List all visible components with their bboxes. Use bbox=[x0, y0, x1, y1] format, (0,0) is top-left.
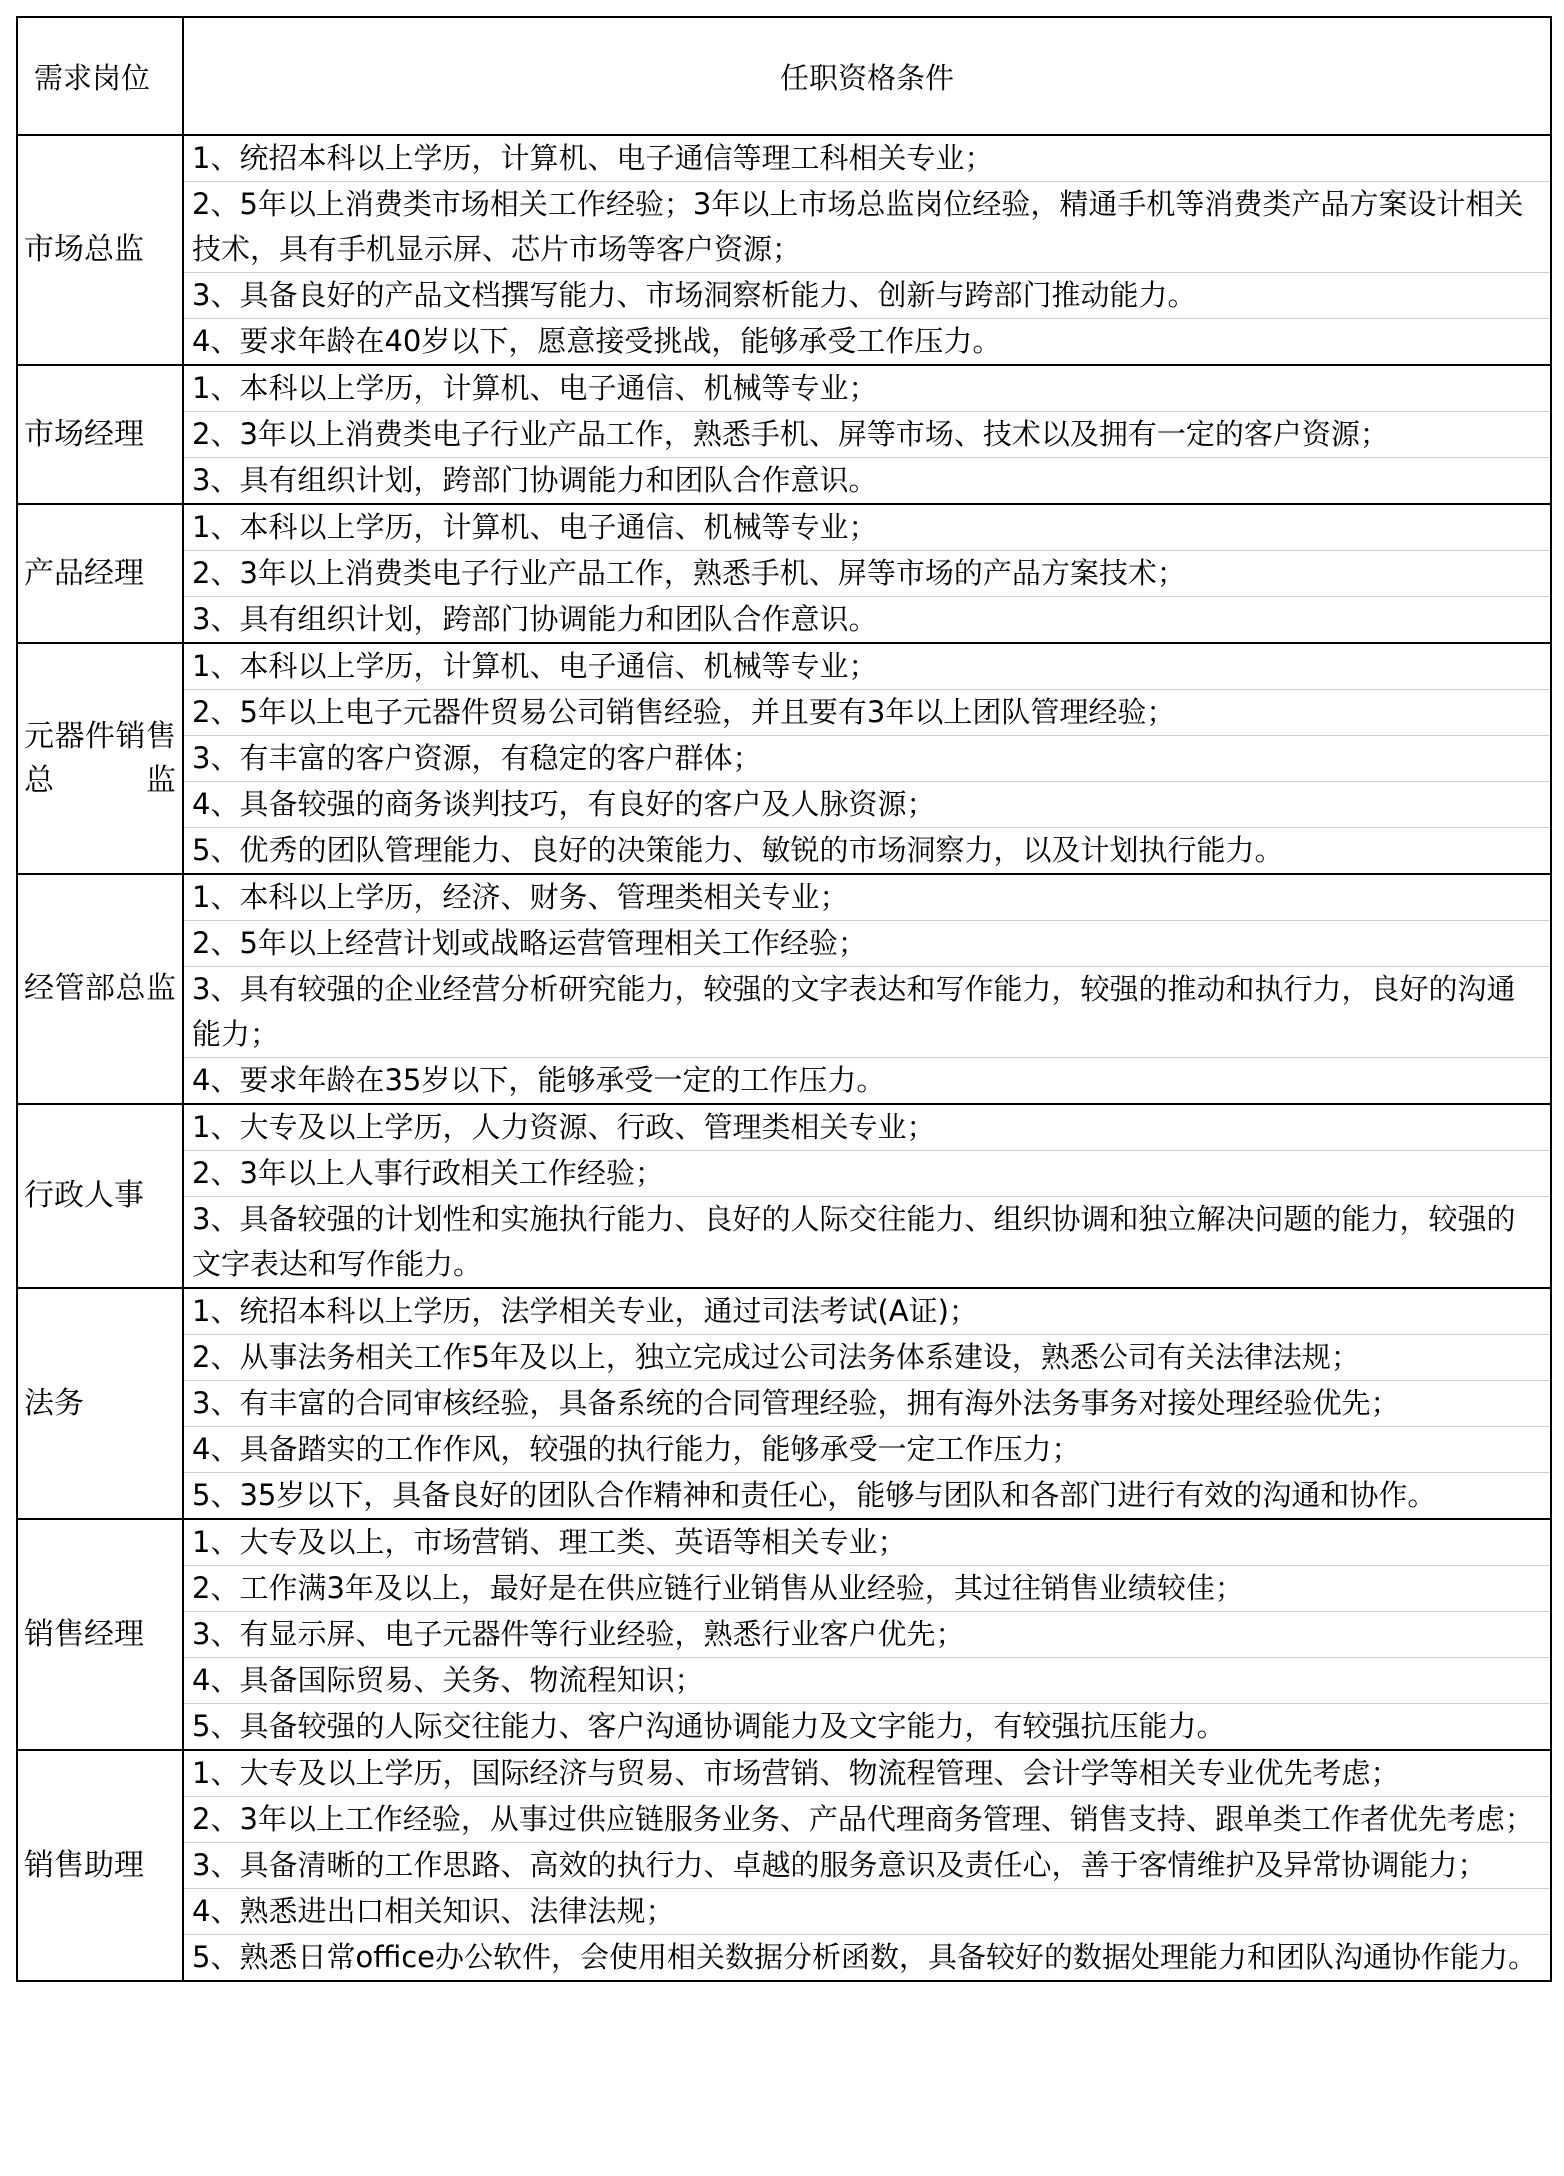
requirement-line: 4、要求年龄在40岁以下，愿意接受挑战，能够承受工作压力。 bbox=[192, 324, 1002, 358]
requirement-line: 3、具有较强的企业经营分析研究能力，较强的文字表达和写作能力，较强的推动和执行力，良好的沟通能力； bbox=[184, 967, 1550, 1058]
requirement-line: 3、具有组织计划，跨部门协调能力和团队合作意识。 bbox=[192, 463, 878, 497]
requirement-line: 3、有显示屏、电子元器件等行业经验，熟悉行业客户优先； bbox=[184, 1612, 1550, 1658]
position-cell: 法务 bbox=[17, 1288, 183, 1519]
requirement-line: 2、5年以上电子元器件贸易公司销售经验，并且要有3年以上团队管理经验； bbox=[184, 690, 1550, 736]
requirement-line: 2、3年以上人事行政相关工作经验； bbox=[184, 1151, 1550, 1197]
table-row bbox=[17, 135, 1551, 365]
table-row bbox=[17, 1750, 1551, 1981]
position-cell: 销售助理 bbox=[17, 1750, 183, 1981]
requirement-line: 2、5年以上消费类市场相关工作经验；3年以上市场总监岗位经验，精通手机等消费类产品方案设计相关技术，具有手机显示屏、芯片市场等客户资源； bbox=[184, 182, 1550, 273]
table-row bbox=[17, 1104, 1551, 1288]
requirement-line: 4、熟悉进出口相关知识、法律法规； bbox=[184, 1889, 1550, 1935]
requirements-cell bbox=[183, 874, 1551, 1104]
requirement-line: 1、大专及以上学历，人力资源、行政、管理类相关专业； bbox=[184, 1105, 1550, 1151]
requirement-line: 2、3年以上消费类电子行业产品工作，熟悉手机、屏等市场的产品方案技术； bbox=[184, 551, 1550, 597]
requirement-line: 2、5年以上经营计划或战略运营管理相关工作经验； bbox=[184, 921, 1550, 967]
requirement-line: 1、大专及以上学历，国际经济与贸易、市场营销、物流程管理、会计学等相关专业优先考虑； bbox=[184, 1751, 1550, 1797]
requirement-line: 5、35岁以下，具备良好的团队合作精神和责任心，能够与团队和各部门进行有效的沟通和协作。 bbox=[192, 1478, 1437, 1512]
requirements-cell bbox=[183, 643, 1551, 874]
position-cell: 产品经理 bbox=[17, 504, 183, 643]
table-row bbox=[17, 504, 1551, 643]
requirement-line: 3、具备较强的计划性和实施执行能力、良好的人际交往能力、组织协调和独立解决问题的能力，较强的文字表达和写作能力。 bbox=[192, 1202, 1516, 1281]
requirement-line: 4、具备踏实的工作作风，较强的执行能力，能够承受一定工作压力； bbox=[184, 1427, 1550, 1473]
position-cell: 元器件销售总监 bbox=[17, 643, 183, 874]
requirement-line: 2、3年以上工作经验，从事过供应链服务业务、产品代理商务管理、销售支持、跟单类工作者优先考虑； bbox=[184, 1797, 1550, 1843]
requirements-cell bbox=[183, 1104, 1551, 1288]
requirements-cell bbox=[183, 135, 1551, 365]
requirement-line: 5、优秀的团队管理能力、良好的决策能力、敏锐的市场洞察力，以及计划执行能力。 bbox=[192, 833, 1284, 867]
requirement-line: 4、要求年龄在35岁以下，能够承受一定的工作压力。 bbox=[192, 1063, 886, 1097]
requirement-line: 1、本科以上学历，计算机、电子通信、机械等专业； bbox=[184, 366, 1550, 412]
requirement-line: 3、有丰富的合同审核经验，具备系统的合同管理经验，拥有海外法务事务对接处理经验优先； bbox=[184, 1381, 1550, 1427]
requirements-cell bbox=[183, 1750, 1551, 1981]
table-row bbox=[17, 365, 1551, 504]
requirement-line: 3、具备清晰的工作思路、高效的执行力、卓越的服务意识及责任心，善于客情维护及异常协调能力； bbox=[184, 1843, 1550, 1889]
header-requirements: 任职资格条件 bbox=[183, 17, 1551, 135]
requirement-line: 3、具有组织计划，跨部门协调能力和团队合作意识。 bbox=[192, 602, 878, 636]
requirement-line: 4、具备国际贸易、关务、物流程知识； bbox=[184, 1658, 1550, 1704]
requirement-line: 5、熟悉日常office办公软件，会使用相关数据分析函数，具备较好的数据处理能力和团队沟通协作能力。 bbox=[192, 1940, 1538, 1974]
requirement-line: 1、统招本科以上学历，计算机、电子通信等理工科相关专业； bbox=[184, 136, 1550, 182]
requirement-line: 2、工作满3年及以上，最好是在供应链行业销售从业经验，其过往销售业绩较佳； bbox=[184, 1566, 1550, 1612]
requirement-line: 1、本科以上学历，计算机、电子通信、机械等专业； bbox=[184, 644, 1550, 690]
requirement-line: 3、有丰富的客户资源，有稳定的客户群体； bbox=[184, 736, 1550, 782]
table-row bbox=[17, 874, 1551, 1104]
position-cell: 销售经理 bbox=[17, 1519, 183, 1750]
requirement-line: 1、本科以上学历，经济、财务、管理类相关专业； bbox=[184, 875, 1550, 921]
header-row bbox=[17, 17, 1551, 135]
requirement-line: 1、本科以上学历，计算机、电子通信、机械等专业； bbox=[184, 505, 1550, 551]
requirement-line: 3、具备良好的产品文档撰写能力、市场洞察析能力、创新与跨部门推动能力。 bbox=[184, 273, 1550, 319]
position-cell: 市场总监 bbox=[17, 135, 183, 365]
position-cell: 行政人事 bbox=[17, 1104, 183, 1288]
table-row bbox=[17, 1288, 1551, 1519]
table-body bbox=[17, 135, 1551, 1981]
requirements-cell bbox=[183, 1519, 1551, 1750]
position-cell: 市场经理 bbox=[17, 365, 183, 504]
requirement-line: 1、统招本科以上学历，法学相关专业，通过司法考试(A证)； bbox=[184, 1289, 1550, 1335]
requirements-table bbox=[16, 16, 1552, 1982]
requirements-cell bbox=[183, 1288, 1551, 1519]
position-cell: 经管部总监 bbox=[17, 874, 183, 1104]
table-row bbox=[17, 1519, 1551, 1750]
requirement-line: 5、具备较强的人际交往能力、客户沟通协调能力及文字能力，有较强抗压能力。 bbox=[192, 1709, 1226, 1743]
table-row bbox=[17, 643, 1551, 874]
requirements-cell bbox=[183, 365, 1551, 504]
requirement-line: 1、大专及以上，市场营销、理工类、英语等相关专业； bbox=[184, 1520, 1550, 1566]
requirement-line: 2、3年以上消费类电子行业产品工作，熟悉手机、屏等市场、技术以及拥有一定的客户资源； bbox=[184, 412, 1550, 458]
requirement-line: 4、具备较强的商务谈判技巧，有良好的客户及人脉资源； bbox=[184, 782, 1550, 828]
header-position: 需求岗位 bbox=[17, 17, 183, 135]
requirements-cell bbox=[183, 504, 1551, 643]
requirement-line: 2、从事法务相关工作5年及以上，独立完成过公司法务体系建设，熟悉公司有关法律法规； bbox=[184, 1335, 1550, 1381]
